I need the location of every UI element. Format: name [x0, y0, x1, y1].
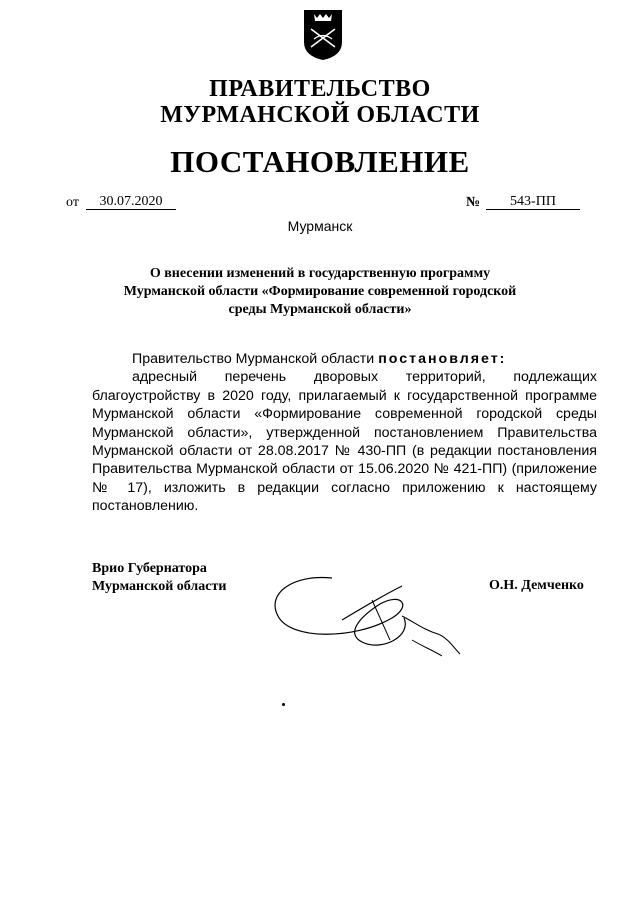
coat-of-arms-icon [302, 8, 344, 62]
intro-line [92, 350, 597, 368]
document-body [92, 350, 597, 516]
position-line2: Мурманской области [92, 579, 227, 594]
body-paragraph: адресный перечень дворовых территорий, подлежащих благоустройству в 2020 году, прилагаемый к государственной программе Мурманской области «Формирование современной городской среды Мурманской области», утвержденной постановлением Правительства Мурманской области от 28.08.2017 № 430-ПП (в редакции постановления Правительства Мурманской области от 15.06.2020 № 421-ПП) (приложение № 17), изложить в редакции согласно приложению к настоящему постановлению. [92, 369, 597, 515]
number-label: № [466, 195, 481, 210]
city: Мурманск [287, 218, 353, 234]
handwritten-signature-icon [262, 560, 472, 670]
position-line1: Врио Губернатора [92, 561, 207, 576]
org-name-line2: МУРМАНСКОЙ ОБЛАСТИ [160, 102, 480, 128]
document-number: 543-ПП [486, 195, 580, 210]
document-title [0, 265, 640, 319]
title-line1: О внесении изменений в государственную программу [149, 266, 491, 281]
intro-prefix: Правительство Мурманской области [132, 351, 375, 367]
document-date: 30.07.2020 [86, 195, 176, 210]
document-type: ПОСТАНОВЛЕНИЕ [170, 144, 470, 179]
mark-dot [282, 703, 285, 706]
signatory-name: О.Н. Демченко [489, 578, 584, 593]
title-line3: среды Мурманской области» [228, 302, 412, 317]
signatory-position [92, 560, 226, 596]
org-name-line1: ПРАВИТЕЛЬСТВО [209, 76, 431, 102]
date-label: от [66, 195, 79, 210]
decree-word: постановляет: [378, 351, 507, 367]
title-line2: Мурманской области «Формирование современной городской [123, 284, 517, 299]
